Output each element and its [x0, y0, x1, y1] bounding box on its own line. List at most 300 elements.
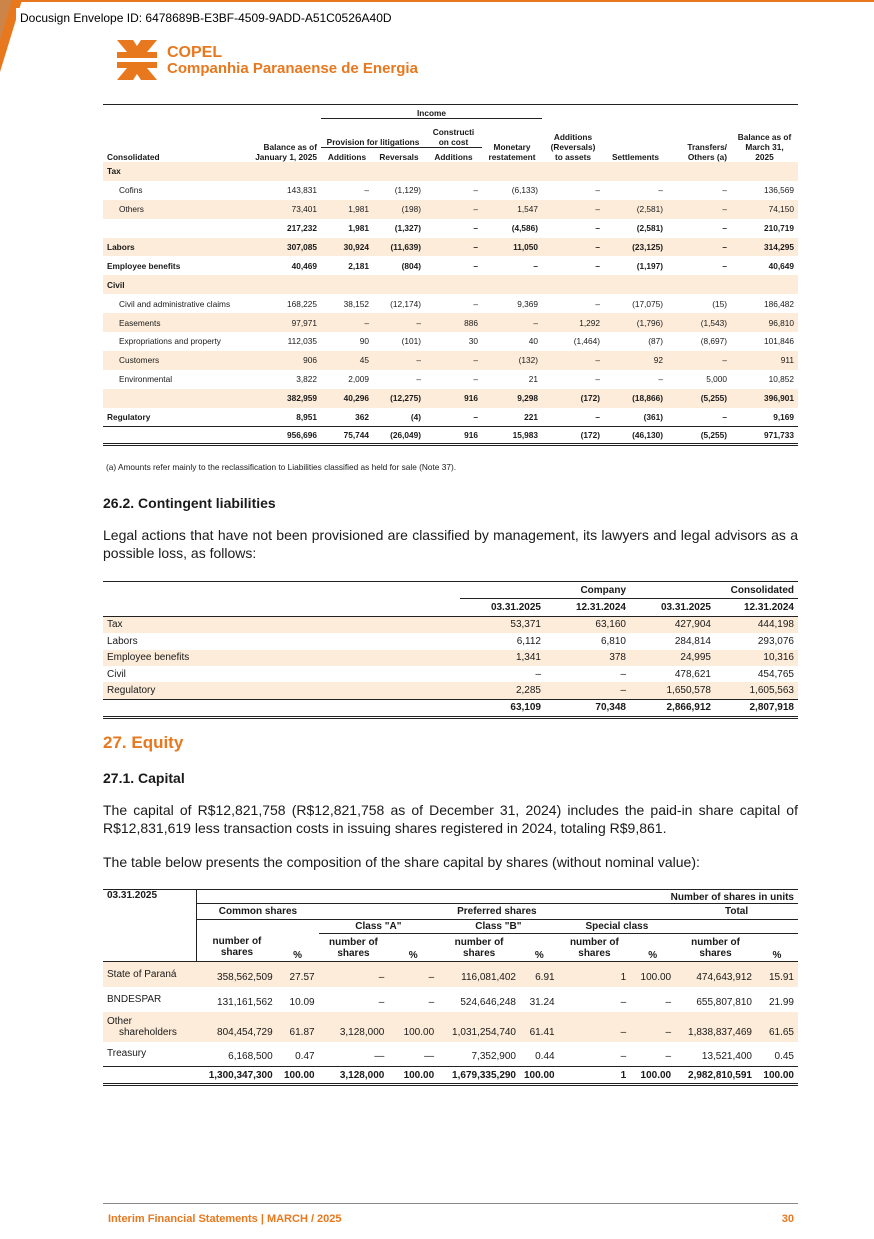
- value-cell: 307,085: [249, 238, 321, 257]
- contingent-row: [103, 682, 798, 699]
- value-cell: 474,643,912: [675, 962, 756, 987]
- value-cell: (17,075): [632, 298, 663, 309]
- shareholder-row: [103, 987, 798, 1012]
- provision-row: [103, 238, 798, 257]
- value-cell: 30,924: [321, 238, 373, 257]
- value-cell: –: [473, 185, 478, 196]
- total-cell: (46,130): [604, 427, 667, 445]
- pct-header: %: [520, 934, 559, 962]
- provision-row: [103, 294, 798, 313]
- value-cell: –: [595, 260, 600, 271]
- value-cell: –: [595, 185, 600, 196]
- pct-header: %: [630, 934, 675, 962]
- row-label: Regulatory: [103, 682, 460, 699]
- value-cell: –: [722, 185, 727, 196]
- value-cell: –: [473, 298, 478, 309]
- value-cell: 655,807,810: [696, 996, 752, 1008]
- value-cell: 1,341: [460, 650, 545, 666]
- value-cell: 8,951: [296, 412, 317, 423]
- pct-header: %: [756, 934, 798, 962]
- value-cell: –: [378, 996, 385, 1008]
- value-cell: –: [321, 313, 373, 332]
- value-cell: (1,464): [573, 336, 600, 347]
- value-cell: –: [473, 374, 478, 385]
- value-cell: 454,765: [757, 668, 794, 680]
- value-cell: 2,181: [348, 260, 369, 271]
- value-cell: –: [595, 223, 600, 234]
- row-label: Civil: [103, 275, 249, 294]
- value-cell: 6,810: [600, 635, 626, 647]
- value-cell: 168,225: [287, 298, 317, 309]
- equity-title: 27. Equity: [103, 733, 184, 752]
- value-cell: [542, 162, 604, 181]
- income-header: Income: [321, 105, 542, 119]
- value-cell: –: [425, 200, 482, 219]
- value-cell: 396,901: [731, 389, 798, 408]
- contingent-row: [103, 666, 798, 682]
- value-cell: –: [428, 996, 435, 1008]
- capital-paragraph: The capital of R$12,821,758 (R$12,821,758 as of December 31, 2024) includes the paid-in share capital of R$12,831,619 less transaction costs in issuing shares registered in 2024, totaling R$9,861.: [103, 802, 798, 836]
- value-cell: 7,352,900: [471, 1051, 516, 1062]
- construction-cost-header: Constructi on cost: [425, 119, 482, 148]
- share-capital-table: [103, 889, 798, 1086]
- value-cell: [482, 162, 542, 181]
- value-cell: 0.47: [295, 1051, 315, 1062]
- value-cell: 382,959: [249, 389, 321, 408]
- value-cell: 210,719: [764, 223, 794, 234]
- value-cell: (101): [401, 336, 421, 347]
- value-cell: 27.57: [277, 962, 319, 987]
- row-label: Labors: [103, 238, 249, 257]
- value-cell: 444,198: [715, 616, 798, 633]
- value-cell: (198): [373, 200, 425, 219]
- value-cell: 378: [545, 650, 630, 666]
- value-cell: 1: [559, 962, 631, 987]
- value-cell: (5,255): [667, 389, 731, 408]
- total-cell: 2,866,912: [630, 699, 715, 717]
- consolidated-header: Consolidated: [630, 582, 798, 599]
- value-cell: [321, 275, 373, 294]
- value-cell: (1,327): [394, 223, 421, 234]
- provision-row: [103, 408, 798, 427]
- value-cell: –: [533, 260, 538, 271]
- value-cell: 3,822: [296, 374, 317, 385]
- value-cell: 31.24: [529, 996, 555, 1008]
- provision-row: [103, 181, 798, 200]
- num-shares-header: number of shares: [197, 934, 277, 962]
- shareholder-row: [103, 962, 798, 987]
- value-cell: –: [658, 185, 663, 196]
- value-cell: [373, 162, 425, 181]
- value-cell: 61.65: [756, 1012, 798, 1042]
- value-cell: 143,831: [287, 185, 317, 196]
- row-label: [103, 1012, 197, 1042]
- value-cell: –: [722, 412, 727, 423]
- value-cell: (804): [401, 260, 421, 271]
- provision-row: [103, 200, 798, 219]
- value-cell: 9,169: [773, 412, 794, 423]
- value-cell: [425, 162, 482, 181]
- value-cell: 116,081,402: [438, 962, 520, 987]
- contingent-paragraph: Legal actions that have not been provisioned are classified by management, its lawyers and legal advisors as a possible loss, as follows:: [103, 527, 798, 561]
- value-cell: [482, 275, 542, 294]
- row-label: Cofins: [119, 185, 143, 196]
- value-cell: 40,469: [291, 260, 317, 271]
- capital-title: 27.1. Capital: [103, 770, 185, 786]
- value-cell: 100.00: [630, 962, 675, 987]
- total-cell: 1,300,347,300: [197, 1067, 277, 1085]
- value-cell: 916: [425, 389, 482, 408]
- total-cell: 15,983: [482, 427, 542, 445]
- value-cell: 92: [604, 351, 667, 370]
- value-cell: 90: [359, 336, 369, 347]
- value-cell: –: [630, 1012, 675, 1042]
- footer-title: Interim Financial Statements | MARCH / 2025: [108, 1213, 342, 1225]
- value-cell: 911: [731, 351, 798, 370]
- provision-litigations-header: Provision for litigations: [321, 119, 425, 148]
- row-label: [103, 389, 249, 408]
- value-cell: —: [374, 1051, 385, 1062]
- value-cell: 1,650,578: [630, 682, 715, 699]
- company-name: [167, 45, 418, 77]
- row-label: Labors: [107, 635, 138, 647]
- value-cell: –: [473, 260, 478, 271]
- value-cell: –: [373, 313, 425, 332]
- value-cell: [321, 162, 373, 181]
- date-header: 03.31.2025: [630, 599, 715, 616]
- value-cell: –: [416, 374, 421, 385]
- total-cell: (172): [542, 427, 604, 445]
- value-cell: (1,197): [636, 260, 663, 271]
- balance-jan-header: Balance as of January 1, 2025: [255, 142, 317, 162]
- page-number: 30: [781, 1213, 794, 1225]
- provision-row: [103, 256, 798, 275]
- pct-header: %: [388, 934, 438, 962]
- common-shares-header: Common shares: [197, 904, 319, 920]
- value-cell: 427,904: [630, 616, 715, 633]
- special-class-header: Special class: [559, 920, 676, 934]
- value-cell: 217,232: [287, 223, 317, 234]
- value-cell: 100.00: [388, 1012, 438, 1042]
- value-cell: –: [595, 298, 600, 309]
- value-cell: –: [722, 260, 727, 271]
- value-cell: (15): [712, 298, 727, 309]
- value-cell: 40,649: [768, 260, 794, 271]
- provision-row: [103, 313, 798, 332]
- value-cell: 6.91: [520, 962, 559, 987]
- num-shares-header: number of shares: [319, 934, 389, 962]
- transfers-header: Transfers/ Others (a): [687, 142, 727, 162]
- value-cell: 186,482: [764, 298, 794, 309]
- value-cell: —: [424, 1051, 435, 1062]
- num-shares-header: number of shares: [559, 934, 631, 962]
- preferred-shares-header: Preferred shares: [319, 904, 676, 920]
- provision-row: [103, 275, 798, 294]
- value-cell: 40: [528, 336, 538, 347]
- contingent-total-row: [103, 699, 798, 717]
- value-cell: –: [542, 351, 604, 370]
- value-cell: –: [620, 996, 627, 1008]
- value-cell: [542, 275, 604, 294]
- value-cell: [249, 162, 321, 181]
- value-cell: –: [559, 1012, 631, 1042]
- row-label: State of Paraná: [103, 962, 197, 987]
- value-cell: 96,810: [731, 313, 798, 332]
- value-cell: 2,285: [460, 682, 545, 699]
- value-cell: 97,971: [249, 313, 321, 332]
- value-cell: (172): [542, 389, 604, 408]
- row-label: Easements: [103, 313, 249, 332]
- value-cell: 3,128,000: [319, 1012, 389, 1042]
- value-cell: –: [620, 1051, 627, 1062]
- value-cell: (6,133): [511, 185, 538, 196]
- logo-line-1: COPEL: [167, 44, 223, 61]
- total-cell: 956,696: [249, 427, 321, 445]
- row-label: BNDESPAR: [107, 993, 162, 1005]
- value-cell: 906: [249, 351, 321, 370]
- provision-row: [103, 351, 798, 370]
- row-label-line: Other: [107, 1015, 133, 1027]
- value-cell: –: [595, 374, 600, 385]
- value-cell: –: [595, 412, 600, 423]
- logo-line-2: Companhia Paranaense de Energia: [167, 60, 418, 77]
- value-cell: 2,009: [348, 374, 369, 385]
- value-cell: [731, 275, 798, 294]
- provisions-footnote: (a) Amounts refer mainly to the reclassification to Liabilities classified as held for sale (Note 37).: [106, 462, 457, 472]
- value-cell: –: [425, 238, 482, 257]
- shareholder-row: [103, 1042, 798, 1067]
- total-cell: 2,807,918: [715, 699, 798, 717]
- value-cell: –: [542, 238, 604, 257]
- value-cell: (12,174): [390, 298, 421, 309]
- value-cell: –: [545, 682, 630, 699]
- value-cell: 284,814: [674, 635, 711, 647]
- reversals-header: Reversals: [379, 152, 419, 162]
- corner-decoration-shadow: [0, 0, 12, 40]
- value-cell: (2,581): [604, 200, 667, 219]
- row-label: Tax: [103, 162, 249, 181]
- provision-row: [103, 219, 798, 238]
- value-cell: (132): [482, 351, 542, 370]
- value-cell: 45: [321, 351, 373, 370]
- total-cell: (5,255): [667, 427, 731, 445]
- value-cell: 362: [355, 412, 369, 423]
- value-cell: –: [542, 200, 604, 219]
- num-shares-header: number of shares: [438, 934, 520, 962]
- value-cell: 30: [468, 336, 478, 347]
- row-label: Treasury: [107, 1048, 147, 1060]
- row-label: Customers: [103, 351, 249, 370]
- value-cell: 358,562,509: [197, 962, 277, 987]
- value-cell: –: [473, 223, 478, 234]
- row-label: Expropriations and property: [119, 336, 221, 347]
- value-cell: (8,697): [700, 336, 727, 347]
- contingent-row: [103, 616, 798, 633]
- total-cell: 100.00: [388, 1067, 438, 1085]
- total-cell: 100.00: [630, 1067, 675, 1085]
- value-cell: 314,295: [731, 238, 798, 257]
- value-cell: 131,161,562: [217, 996, 273, 1008]
- contingent-liabilities-title: 26.2. Contingent liabilities: [103, 495, 276, 511]
- value-cell: 10,316: [715, 650, 798, 666]
- balance-mar-header: Balance as of March 31, 2025: [737, 132, 792, 162]
- total-cell: (26,049): [373, 427, 425, 445]
- value-cell: –: [364, 185, 369, 196]
- value-cell: 101,846: [764, 336, 794, 347]
- copel-logo-icon: [115, 38, 159, 82]
- class-b-header: Class "B": [438, 920, 558, 934]
- value-cell: –: [473, 412, 478, 423]
- row-label: Employee benefits: [107, 260, 181, 271]
- provision-row: [103, 332, 798, 351]
- value-cell: 136,569: [764, 185, 794, 196]
- table-date: 03.31.2025: [103, 890, 197, 920]
- value-cell: [604, 162, 667, 181]
- value-cell: –: [667, 351, 731, 370]
- value-cell: (1,129): [394, 185, 421, 196]
- value-cell: [667, 162, 731, 181]
- value-cell: (23,125): [604, 238, 667, 257]
- docusign-envelope-id: Docusign Envelope ID: 6478689B-E3BF-4509-9ADD-A51C0526A40D: [16, 8, 397, 28]
- value-cell: 63,160: [545, 616, 630, 633]
- value-cell: –: [388, 962, 438, 987]
- monetary-restatement-header: Monetary restatement: [488, 142, 536, 162]
- shareholder-row: [103, 1012, 798, 1042]
- value-cell: [604, 275, 667, 294]
- provision-row: [103, 389, 798, 408]
- total-cell: 100.00: [277, 1067, 319, 1085]
- value-cell: 61.41: [520, 1012, 559, 1042]
- value-cell: (1,796): [604, 313, 667, 332]
- row-label-line: shareholders: [119, 1026, 177, 1038]
- value-cell: 40,296: [321, 389, 373, 408]
- company-header: Company: [460, 582, 630, 599]
- value-cell: (12,275): [373, 389, 425, 408]
- value-cell: 1,981: [348, 223, 369, 234]
- num-shares-header: number of shares: [675, 934, 756, 962]
- provision-row: [103, 162, 798, 181]
- contingent-row: [103, 650, 798, 666]
- value-cell: –: [319, 962, 389, 987]
- total-cell: 63,109: [460, 699, 545, 717]
- value-cell: 53,371: [460, 616, 545, 633]
- total-cell: 1,679,335,290: [438, 1067, 520, 1085]
- value-cell: 5,000: [706, 374, 727, 385]
- class-a-header: Class "A": [319, 920, 439, 934]
- value-cell: [425, 275, 482, 294]
- value-cell: 1,838,837,469: [675, 1012, 756, 1042]
- total-cell: 75,744: [321, 427, 373, 445]
- value-cell: 9,298: [482, 389, 542, 408]
- date-header: 12.31.2024: [715, 599, 798, 616]
- shares-paragraph: The table below presents the composition of the share capital by shares (without nominal value):: [103, 854, 700, 870]
- value-cell: [731, 162, 798, 181]
- value-cell: (4,586): [511, 223, 538, 234]
- total-cell: 100.00: [520, 1067, 559, 1085]
- value-cell: 1,547: [482, 200, 542, 219]
- total-cell: 100.00: [756, 1067, 798, 1085]
- provisions-total-row: [103, 427, 798, 445]
- value-cell: 0.45: [774, 1051, 794, 1062]
- value-cell: –: [665, 996, 672, 1008]
- date-header: 03.31.2025: [460, 599, 545, 616]
- row-label: Tax: [103, 616, 460, 633]
- value-cell: 6,112: [516, 635, 541, 647]
- value-cell: –: [535, 668, 541, 680]
- value-cell: 478,621: [674, 668, 711, 680]
- value-cell: 10,852: [768, 374, 794, 385]
- value-cell: 21.99: [768, 996, 794, 1008]
- construction-additions-header: Additions: [434, 152, 473, 162]
- top-accent-line: [0, 0, 874, 2]
- value-cell: –: [667, 200, 731, 219]
- value-cell: [373, 275, 425, 294]
- value-cell: 293,076: [757, 635, 794, 647]
- value-cell: [249, 275, 321, 294]
- value-cell: 73,401: [249, 200, 321, 219]
- value-cell: 13,521,400: [701, 1051, 752, 1062]
- value-cell: 0.44: [535, 1051, 555, 1062]
- total-cell: 1: [559, 1067, 631, 1085]
- value-cell: 11,050: [482, 238, 542, 257]
- value-cell: 1,031,254,740: [438, 1012, 520, 1042]
- value-cell: –: [482, 313, 542, 332]
- value-cell: 1,292: [542, 313, 604, 332]
- value-cell: (18,866): [604, 389, 667, 408]
- value-cell: 1,605,563: [715, 682, 798, 699]
- value-cell: 886: [425, 313, 482, 332]
- value-cell: 21: [528, 374, 538, 385]
- value-cell: (4): [410, 412, 421, 423]
- additions-header: Additions: [327, 152, 367, 162]
- total-cell: 3,128,000: [319, 1067, 389, 1085]
- value-cell: 15.91: [756, 962, 798, 987]
- total-cell: 971,733: [731, 427, 798, 445]
- total-cell: 70,348: [545, 699, 630, 717]
- total-cell: 2,982,810,591: [675, 1067, 756, 1085]
- additions-assets-header: Additions (Reversals) to assets: [550, 132, 596, 162]
- footer-divider: [103, 1203, 798, 1204]
- date-header: 12.31.2024: [545, 599, 630, 616]
- value-cell: –: [658, 374, 663, 385]
- provisions-table: [103, 104, 798, 446]
- value-cell: (2,581): [636, 223, 663, 234]
- value-cell: 61.87: [277, 1012, 319, 1042]
- value-cell: (1,543): [667, 313, 731, 332]
- value-cell: 804,454,729: [197, 1012, 277, 1042]
- value-cell: –: [620, 668, 626, 680]
- total-cell: 916: [425, 427, 482, 445]
- value-cell: 112,035: [287, 336, 317, 347]
- value-cell: –: [425, 351, 482, 370]
- value-cell: –: [667, 238, 731, 257]
- value-cell: –: [665, 1051, 672, 1062]
- value-cell: 24,995: [630, 650, 715, 666]
- value-cell: (361): [643, 412, 663, 423]
- value-cell: 6,168,500: [228, 1051, 273, 1062]
- contingent-table: [103, 581, 798, 719]
- units-header: Number of shares in units: [197, 890, 798, 904]
- row-label: Employee benefits: [103, 650, 460, 666]
- value-cell: (11,639): [373, 238, 425, 257]
- value-cell: 524,646,248: [460, 996, 516, 1008]
- value-cell: (87): [648, 336, 663, 347]
- row-label: Others: [103, 200, 249, 219]
- provision-row: [103, 370, 798, 389]
- row-label: Environmental: [119, 374, 173, 385]
- settlements-header: Settlements: [611, 152, 660, 162]
- equity-total-row: [103, 1067, 798, 1085]
